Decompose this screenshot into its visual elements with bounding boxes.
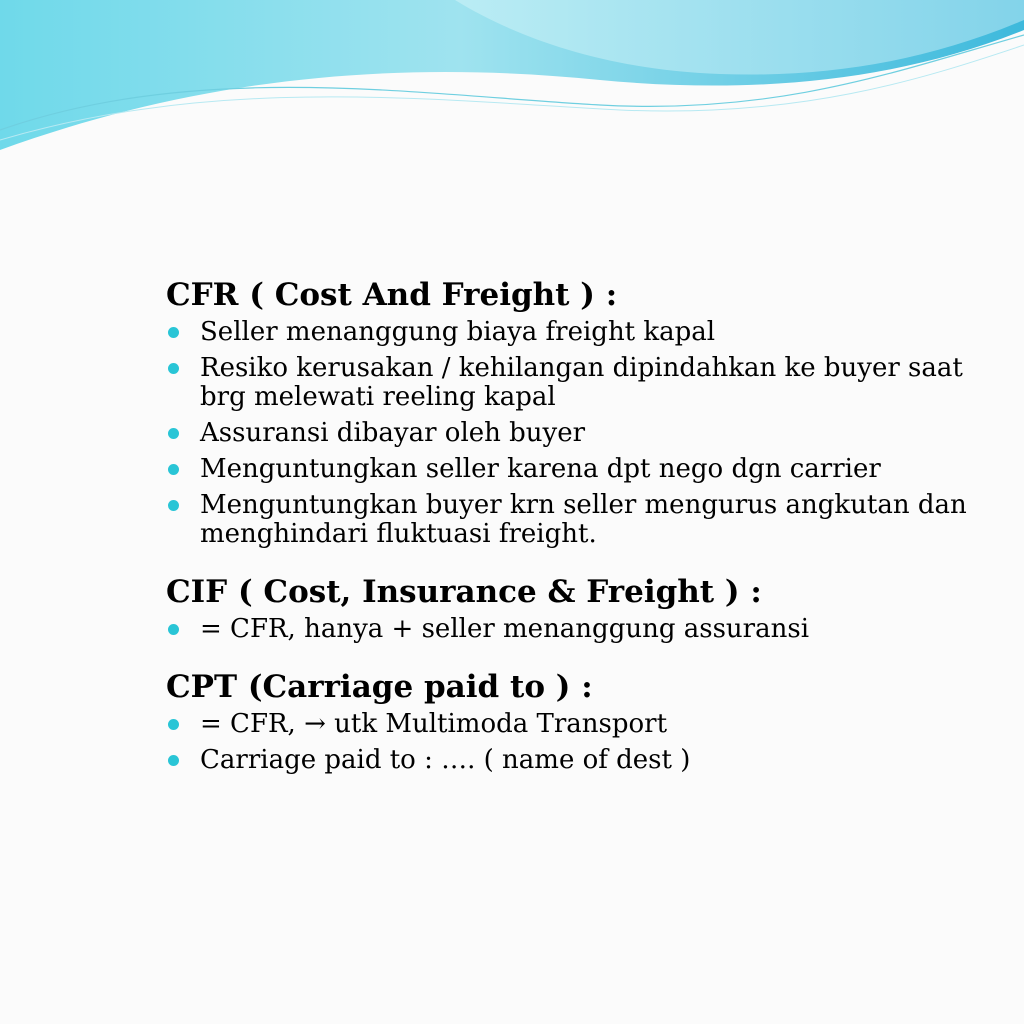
bullet-icon (168, 464, 179, 475)
list-item-text: Menguntungkan seller karena dpt nego dgn carrier (200, 454, 881, 484)
list-item (166, 746, 1016, 775)
list-item (166, 354, 1016, 412)
bullet-icon (168, 327, 179, 338)
list-cif (166, 615, 1016, 644)
heading-cpt: CPT (Carriage paid to ) : (166, 669, 593, 705)
list-item (166, 318, 1016, 347)
heading-cfr: CFR ( Cost And Freight ) : (166, 277, 618, 313)
list-item (166, 455, 1016, 484)
list-item-text: Carriage paid to : …. ( name of dest ) (200, 745, 691, 775)
section-cfr (166, 274, 1016, 549)
list-item-text: Menguntungkan buyer krn seller mengurus angkutan dan menghindari fluktuasi freight. (200, 490, 967, 549)
list-item-text: = CFR, hanya + seller menanggung assuransi (200, 614, 810, 644)
bullet-icon (168, 719, 179, 730)
list-item (166, 710, 1016, 739)
bullet-icon (168, 363, 179, 374)
list-item (166, 491, 1016, 549)
heading-cif: CIF ( Cost, Insurance & Freight ) : (166, 574, 762, 610)
bullet-icon (168, 624, 179, 635)
bullet-icon (168, 428, 179, 439)
list-item-text: Resiko kerusakan / kehilangan dipindahkan ke buyer saat brg melewati reeling kapal (200, 353, 963, 412)
list-cpt (166, 710, 1016, 775)
section-cpt (166, 666, 1016, 775)
list-item-text: Seller menanggung biaya freight kapal (200, 317, 716, 347)
bullet-icon (168, 500, 179, 511)
list-cfr (166, 318, 1016, 549)
header-wave-decoration (0, 0, 1024, 170)
bullet-icon (168, 755, 179, 766)
list-item-text: = CFR, → utk Multimoda Transport (200, 709, 668, 739)
list-item-text: Assuransi dibayar oleh buyer (200, 418, 586, 448)
list-item (166, 615, 1016, 644)
slide-content (166, 274, 1016, 797)
section-cif (166, 571, 1016, 644)
list-item (166, 419, 1016, 448)
